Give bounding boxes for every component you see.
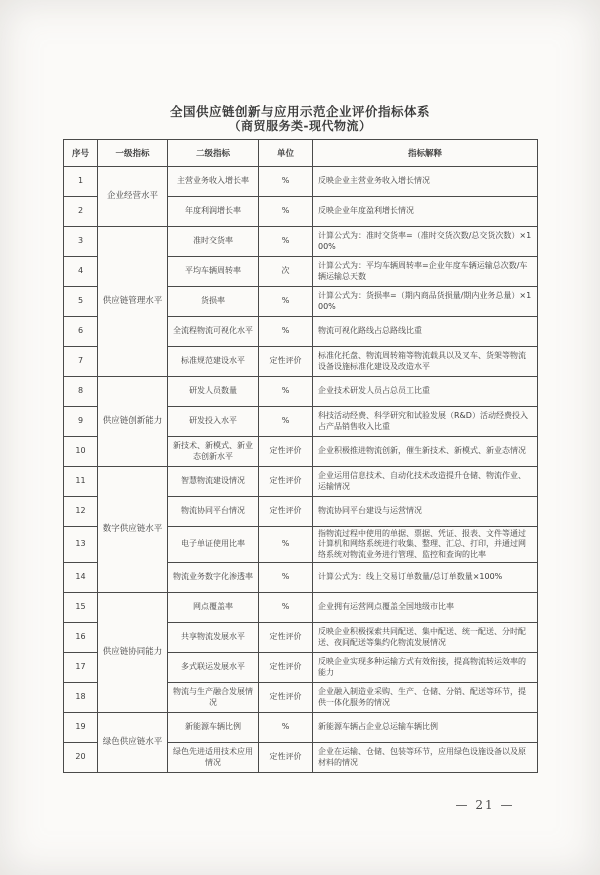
explanation-cell: 企业积极推进物流创新，催生新技术、新模式、新业态情况 <box>313 437 538 467</box>
table-header-row <box>64 140 538 167</box>
row-number-cell: 7 <box>64 347 98 377</box>
level2-indicator-cell: 共享物流发展水平 <box>168 623 259 653</box>
level1-indicator-cell: 企业经营水平 <box>98 167 168 227</box>
column-header-0: 序号 <box>64 140 98 167</box>
unit-cell: 定性评价 <box>259 467 313 497</box>
column-header-4: 指标解释 <box>313 140 538 167</box>
level2-indicator-cell: 年度利润增长率 <box>168 197 259 227</box>
level2-indicator-cell: 电子单证使用比率 <box>168 527 259 563</box>
row-number-cell: 17 <box>64 653 98 683</box>
level2-indicator-cell: 平均车辆周转率 <box>168 257 259 287</box>
row-number-cell: 11 <box>64 467 98 497</box>
explanation-cell: 企业运用信息技术、自动化技术改造提升仓储、物流作业、运输情况 <box>313 467 538 497</box>
level2-indicator-cell: 全流程物流可视化水平 <box>168 317 259 347</box>
explanation-cell: 反映企业积极探索共同配送、集中配送、统一配送、分时配送、夜间配送等集约化物流发展情况 <box>313 623 538 653</box>
row-number-cell: 8 <box>64 377 98 407</box>
column-header-1: 一级指标 <box>98 140 168 167</box>
unit-cell: % <box>259 377 313 407</box>
explanation-cell: 物流可视化路线占总路线比重 <box>313 317 538 347</box>
table-row <box>64 467 538 497</box>
unit-cell: 定性评价 <box>259 497 313 527</box>
unit-cell: 定性评价 <box>259 623 313 653</box>
explanation-cell: 企业拥有运营网点覆盖全国地级市比率 <box>313 593 538 623</box>
row-number-cell: 15 <box>64 593 98 623</box>
level1-indicator-cell: 供应链创新能力 <box>98 377 168 467</box>
explanation-cell: 计算公式为：准时交货率=（准时交货次数/总交货次数）×100% <box>313 227 538 257</box>
title-line1: 全国供应链创新与应用示范企业评价指标体系 <box>169 104 430 119</box>
column-header-3: 单位 <box>259 140 313 167</box>
unit-cell: % <box>259 563 313 593</box>
explanation-cell: 物流协同平台建设与运营情况 <box>313 497 538 527</box>
level2-indicator-cell: 网点覆盖率 <box>168 593 259 623</box>
row-number-cell: 14 <box>64 563 98 593</box>
level2-indicator-cell: 新能源车辆比例 <box>168 713 259 743</box>
unit-cell: % <box>259 167 313 197</box>
row-number-cell: 12 <box>64 497 98 527</box>
explanation-cell: 反映企业主营业务收入增长情况 <box>313 167 538 197</box>
row-number-cell: 1 <box>64 167 98 197</box>
explanation-cell: 计算公式为：线上交易订单数量/总订单数量×100% <box>313 563 538 593</box>
explanation-cell: 企业技术研发人员占总员工比重 <box>313 377 538 407</box>
unit-cell: 定性评价 <box>259 347 313 377</box>
row-number-cell: 5 <box>64 287 98 317</box>
explanation-cell: 企业在运输、仓储、包装等环节，应用绿色设施设备以及原材料的情况 <box>313 743 538 773</box>
level1-indicator-cell: 供应链协同能力 <box>98 593 168 713</box>
unit-cell: 定性评价 <box>259 437 313 467</box>
unit-cell: % <box>259 593 313 623</box>
table-row <box>64 593 538 623</box>
row-number-cell: 9 <box>64 407 98 437</box>
unit-cell: % <box>259 197 313 227</box>
row-number-cell: 20 <box>64 743 98 773</box>
level2-indicator-cell: 多式联运发展水平 <box>168 653 259 683</box>
row-number-cell: 10 <box>64 437 98 467</box>
page-number: — 21 — <box>455 798 515 812</box>
unit-cell: 定性评价 <box>259 743 313 773</box>
level2-indicator-cell: 新技术、新模式、新业态创新水平 <box>168 437 259 467</box>
explanation-cell: 计算公式为：平均车辆周转率=企业年度车辆运输总次数/车辆运输总天数 <box>313 257 538 287</box>
row-number-cell: 3 <box>64 227 98 257</box>
level1-indicator-cell: 绿色供应链水平 <box>98 713 168 773</box>
table-row <box>64 227 538 257</box>
explanation-cell: 反映企业实现多种运输方式有效衔接，提高物流转运效率的能力 <box>313 653 538 683</box>
unit-cell: 定性评价 <box>259 683 313 713</box>
row-number-cell: 16 <box>64 623 98 653</box>
row-number-cell: 6 <box>64 317 98 347</box>
level2-indicator-cell: 物流与生产融合发展情况 <box>168 683 259 713</box>
explanation-cell: 企业融入制造业采购、生产、仓储、分销、配送等环节，提供一体化服务的情况 <box>313 683 538 713</box>
level2-indicator-cell: 物流协同平台情况 <box>168 497 259 527</box>
explanation-cell: 标准化托盘、物流周转箱等物流载具以及叉车、货架等物流设备设施标准化建设及改造水平 <box>313 347 538 377</box>
level2-indicator-cell: 物流业务数字化渗透率 <box>168 563 259 593</box>
row-number-cell: 2 <box>64 197 98 227</box>
row-number-cell: 18 <box>64 683 98 713</box>
level2-indicator-cell: 研发投入水平 <box>168 407 259 437</box>
level1-indicator-cell: 供应链管理水平 <box>98 227 168 377</box>
row-number-cell: 19 <box>64 713 98 743</box>
level2-indicator-cell: 货损率 <box>168 287 259 317</box>
document-title <box>0 104 600 133</box>
row-number-cell: 13 <box>64 527 98 563</box>
table-row <box>64 167 538 197</box>
table-body <box>64 167 538 773</box>
explanation-cell: 新能源车辆占企业总运输车辆比例 <box>313 713 538 743</box>
row-number-cell: 4 <box>64 257 98 287</box>
unit-cell: % <box>259 317 313 347</box>
level2-indicator-cell: 主营业务收入增长率 <box>168 167 259 197</box>
table-row <box>64 377 538 407</box>
level1-indicator-cell: 数字供应链水平 <box>98 467 168 593</box>
unit-cell: % <box>259 287 313 317</box>
unit-cell: 定性评价 <box>259 653 313 683</box>
level2-indicator-cell: 绿色先进适用技术应用情况 <box>168 743 259 773</box>
level2-indicator-cell: 智慧物流建设情况 <box>168 467 259 497</box>
explanation-cell: 反映企业年度盈利增长情况 <box>313 197 538 227</box>
explanation-cell: 计算公式为：货损率=（期内商品货损量/期内业务总量）×100% <box>313 287 538 317</box>
level2-indicator-cell: 研发人员数量 <box>168 377 259 407</box>
unit-cell: % <box>259 407 313 437</box>
unit-cell: % <box>259 527 313 563</box>
column-header-2: 二级指标 <box>168 140 259 167</box>
unit-cell: % <box>259 227 313 257</box>
table-row <box>64 713 538 743</box>
indicator-table <box>63 139 538 773</box>
level2-indicator-cell: 准时交货率 <box>168 227 259 257</box>
explanation-cell: 科技活动经费、科学研究和试验发展（R&D）活动经费投入占产品销售收入比重 <box>313 407 538 437</box>
unit-cell: % <box>259 713 313 743</box>
level2-indicator-cell: 标准规范建设水平 <box>168 347 259 377</box>
explanation-cell: 指物流过程中使用的单据、票据、凭证、报表、文件等通过计算机和网络系统进行收集、整理、汇总、打印，并通过网络系统对物流业务进行管理、监控和查询的比率 <box>313 527 538 563</box>
title-line2: （商贸服务类-现代物流） <box>228 119 372 133</box>
unit-cell: 次 <box>259 257 313 287</box>
